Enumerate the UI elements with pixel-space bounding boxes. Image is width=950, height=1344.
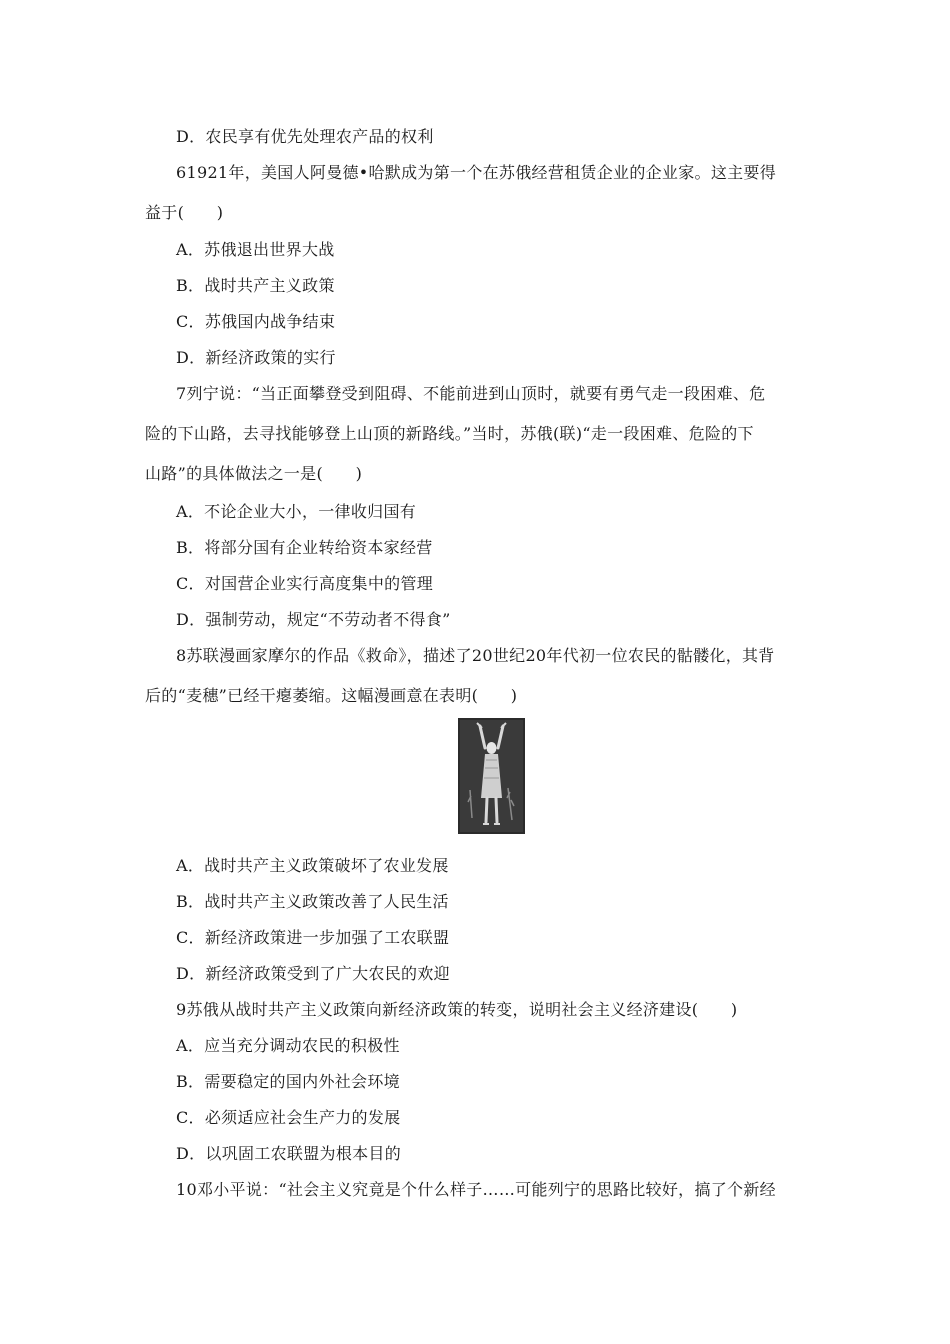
q6-stem-continued: 益于( ) xyxy=(145,203,224,222)
q7-stem: 7列宁说：“当正面攀登受到阻碍、不能前进到山顶时，就要有勇气走一段困难、危 xyxy=(176,384,766,403)
q6-option-a: A．苏俄退出世界大战 xyxy=(176,240,335,259)
q9-option-b: B．需要稳定的国内外社会环境 xyxy=(176,1072,400,1091)
cartoon-illustration xyxy=(458,718,525,834)
q10-stem: 10邓小平说：“社会主义究竟是个什么样子……可能列宁的思路比较好，搞了个新经 xyxy=(176,1180,776,1199)
q7-stem-continued-2: 山路”的具体做法之一是( ) xyxy=(145,464,363,483)
q8-option-a: A．战时共产主义政策破坏了农业发展 xyxy=(176,856,449,875)
q7-option-a: A．不论企业大小，一律收归国有 xyxy=(176,502,417,521)
q8-option-c: C．新经济政策进一步加强了工农联盟 xyxy=(176,928,450,947)
q9-stem: 9苏俄从战时共产主义政策向新经济政策的转变，说明社会主义经济建设( ) xyxy=(176,1000,738,1019)
q8-option-b: B．战时共产主义政策改善了人民生活 xyxy=(176,892,449,911)
q8-stem: 8苏联漫画家摩尔的作品《救命》，描述了20世纪20年代初一位农民的骷髅化，其背 xyxy=(176,646,775,665)
q9-option-d: D．以巩固工农联盟为根本目的 xyxy=(176,1144,402,1163)
q7-option-c: C．对国营企业实行高度集中的管理 xyxy=(176,574,434,593)
q9-option-a: A．应当充分调动农民的积极性 xyxy=(176,1036,400,1055)
q6-option-d: D．新经济政策的实行 xyxy=(176,348,336,367)
q7-option-d: D．强制劳动，规定“不劳动者不得食” xyxy=(176,610,451,629)
q7-option-b: B．将部分国有企业转给资本家经营 xyxy=(176,538,433,557)
q6-stem: 61921年，美国人阿曼德•哈默成为第一个在苏俄经营租赁企业的企业家。这主要得 xyxy=(176,163,777,182)
skeletal-peasant-cartoon-icon xyxy=(458,718,525,834)
q6-option-b: B．战时共产主义政策 xyxy=(176,276,335,295)
q7-stem-continued-1: 险的下山路，去寻找能够登上山顶的新路线。”当时，苏俄(联)“走一段困难、危险的下 xyxy=(145,424,754,443)
q5-option-d: D．农民享有优先处理农产品的权利 xyxy=(176,127,434,146)
q6-option-c: C．苏俄国内战争结束 xyxy=(176,312,336,331)
q8-option-d: D．新经济政策受到了广大农民的欢迎 xyxy=(176,964,450,983)
q9-option-c: C．必须适应社会生产力的发展 xyxy=(176,1108,401,1127)
q8-stem-continued: 后的“麦穗”已经干瘪萎缩。这幅漫画意在表明( ) xyxy=(145,686,518,705)
